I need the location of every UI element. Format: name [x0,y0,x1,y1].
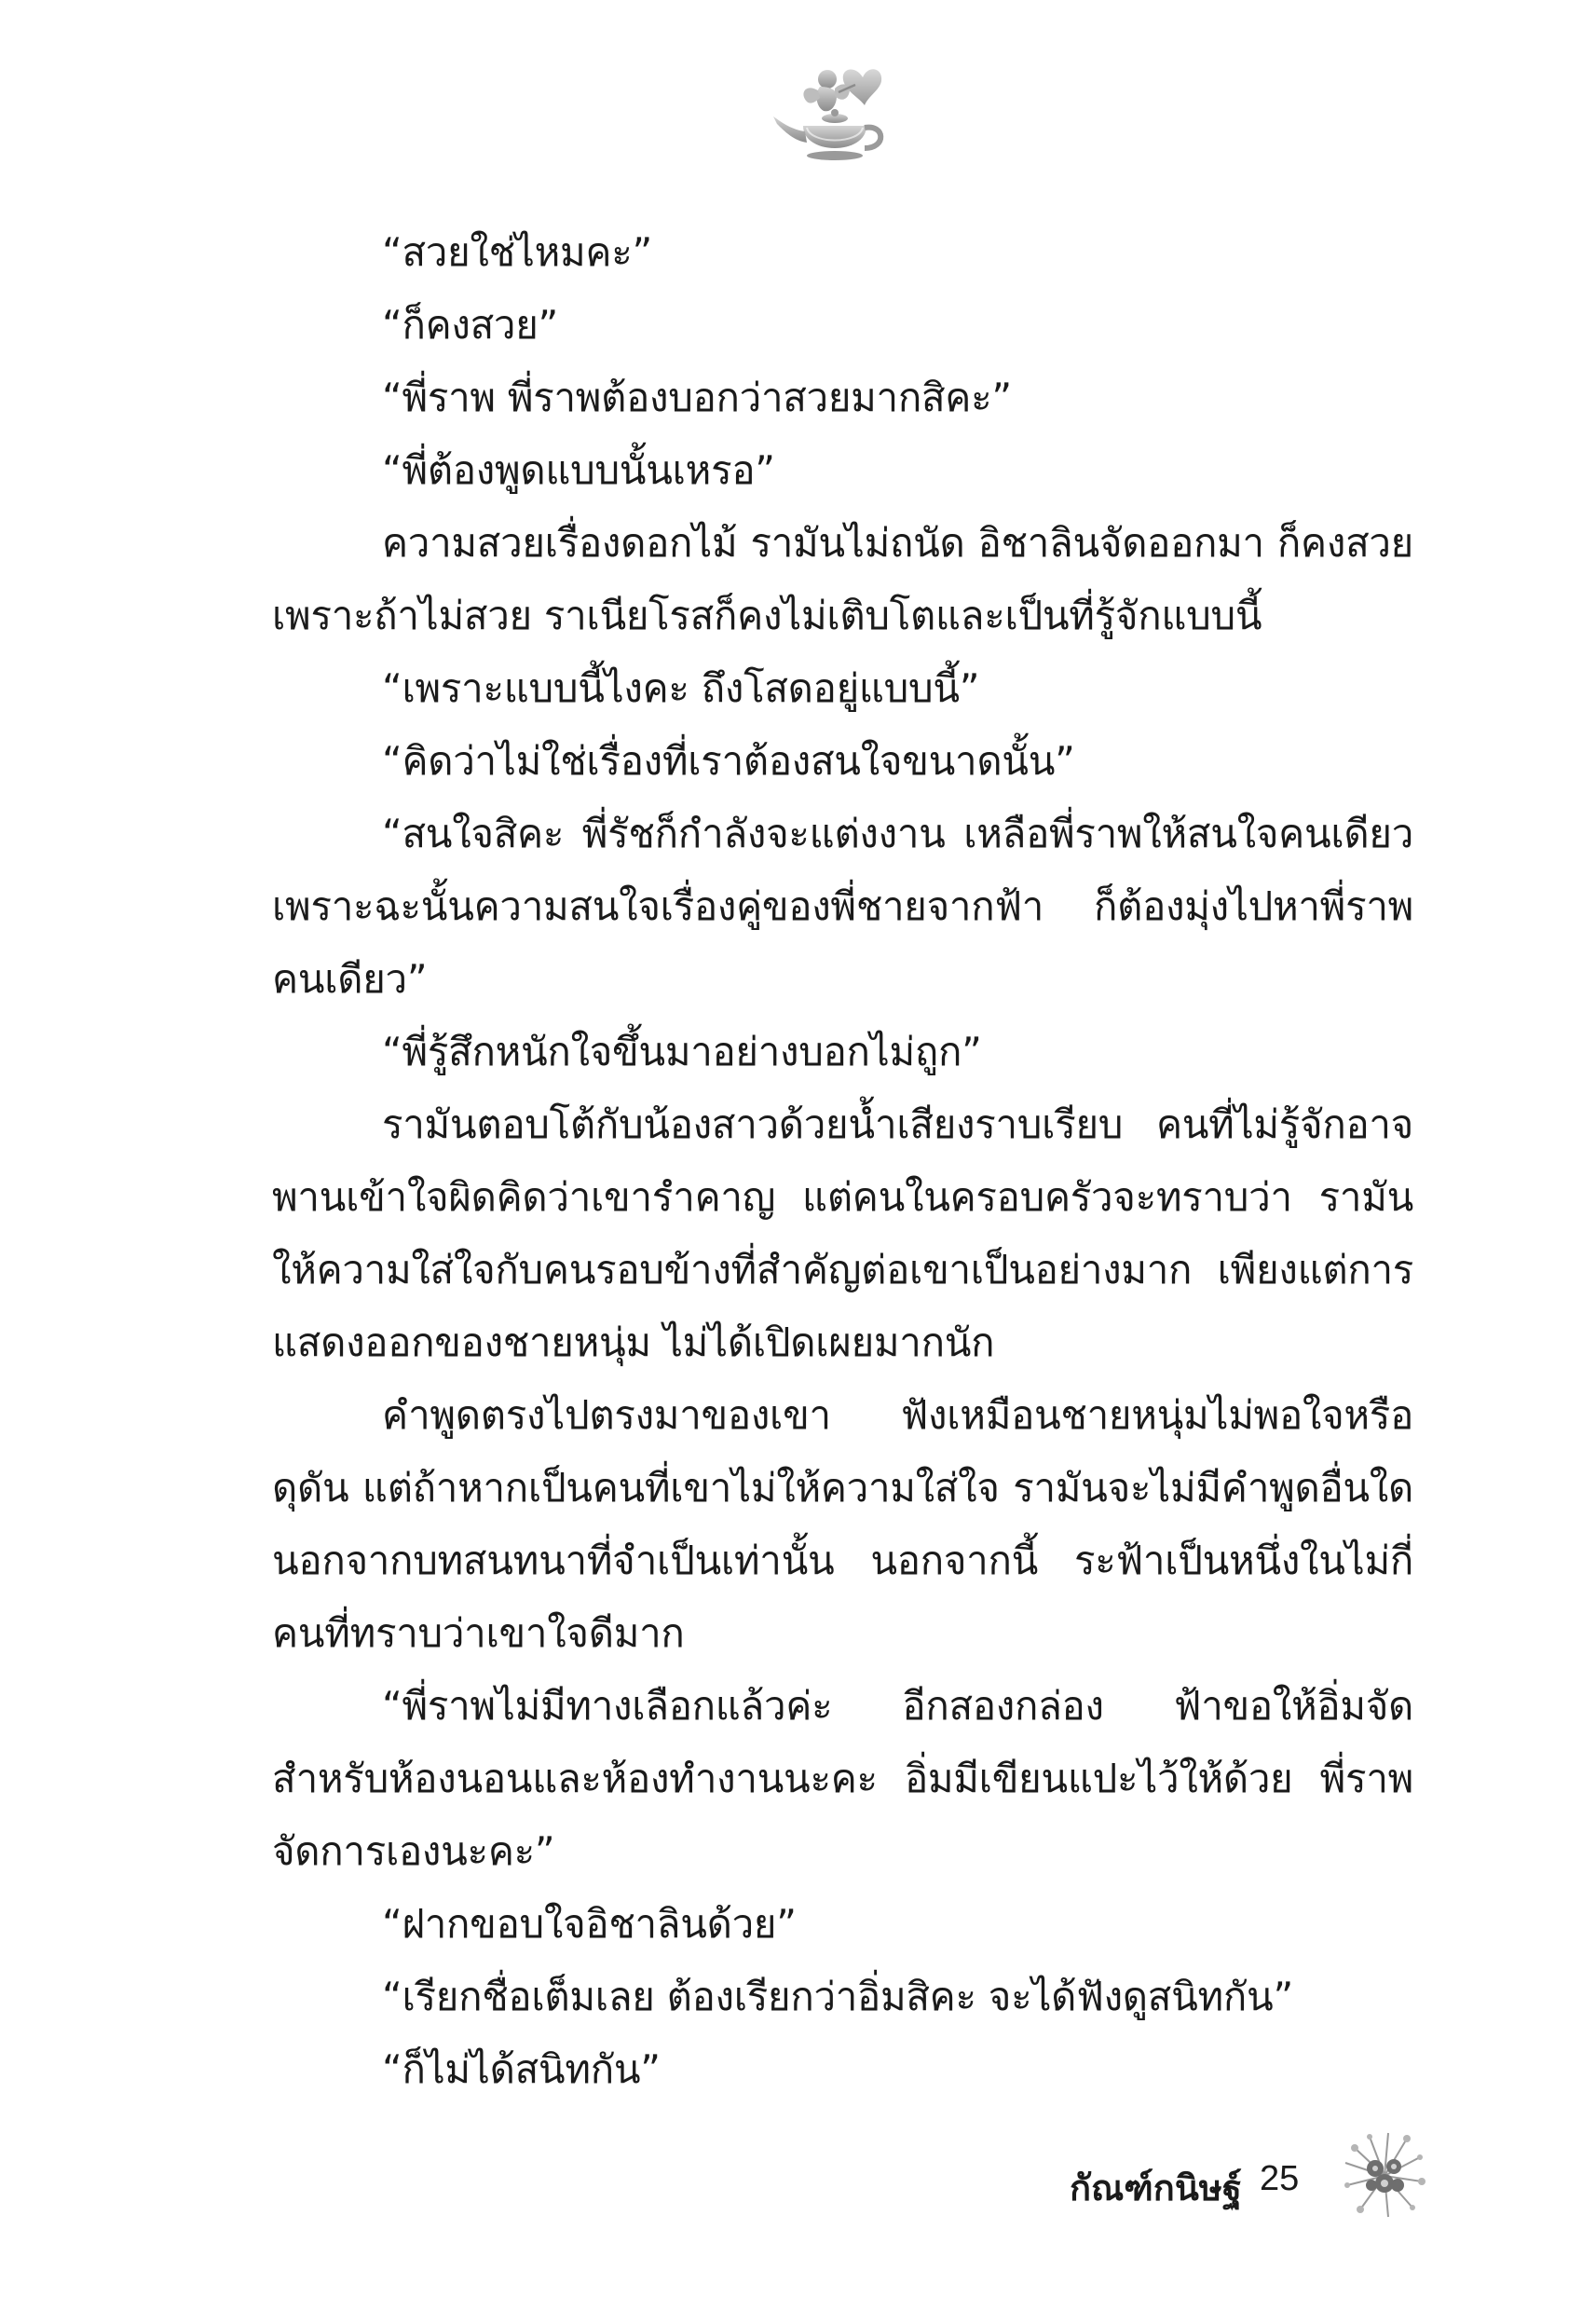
paragraph: “เพราะแบบนี้ไงคะ ถึงโสดอยู่แบบนี้” [382,665,980,711]
paragraph: “พี่ราพไม่มีทางเลือกแล้วค่ะ อีกสองกล่อง ฟ้าขอให้อิ่มจัดสำหรับห้องนอนและห้องทำงานนะคะ อิ่มมีเขียนแปะไว้ให้ด้วย พี่ราพจัดการเองนะคะ” [272,1683,1413,1874]
page-footer [1025,2129,1435,2232]
paragraph: ความสวยเรื่องดอกไม้ รามันไม่ถนัด อิชาลินจัดออกมา ก็คงสวย เพราะถ้าไม่สวย ราเนียโรสก็คงไม่เติบโตและเป็นที่รู้จักแบบนี้ [272,520,1413,638]
paragraph: “พี่รู้สึกหนักใจขึ้นมาอย่างบอกไม่ถูก” [382,1029,982,1074]
paragraph: “ก็ไม่ได้สนิทกัน” [382,2046,661,2092]
paragraph: “สวยใช่ไหมคะ” [382,229,652,275]
paragraph: “ก็คงสวย” [382,302,558,348]
paragraph: “พี่ราพ พี่ราพต้องบอกว่าสวยมากสิคะ” [382,375,1012,420]
body-text [272,216,1413,2106]
paragraph: รามันตอบโต้กับน้องสาวด้วยน้ำเสียงราบเรียบ คนที่ไม่รู้จักอาจพานเข้าใจผิดคิดว่าเขารำคาญ แต่คนในครอบครัวจะทราบว่า รามันให้ความใส่ใจกับคนรอบข้างที่สำคัญต่อเขาเป็นอย่างมาก เพียงแต่การแสดงออกของชายหนุ่ม ไม่ได้เปิดเผยมากนัก [272,1101,1413,1365]
paragraph: “สนใจสิคะ พี่รัชก็กำลังจะแต่งงาน เหลือพี่ราพให้สนใจคนเดียว เพราะฉะนั้นความสนใจเรื่องคู่ของพี่ชายจากฟ้า ก็ต้องมุ่งไปหาพี่ราพ คนเดียว” [272,811,1413,1002]
book-title: กัณฑ์กนิษฐ์ [1070,2167,1242,2208]
cherub-teapot-icon [762,51,902,177]
paragraph: “ฝากขอบใจอิชาลินด้วย” [382,1901,797,1947]
flower-bouquet-icon [1342,2129,1427,2222]
paragraph: “เรียกชื่อเต็มเลย ต้องเรียกว่าอิ่มสิคะ จะได้ฟังดูสนิทกัน” [382,1974,1293,2019]
paragraph: คำพูดตรงไปตรงมาของเขา ฟังเหมือนชายหนุ่มไม่พอใจหรือดุดัน แต่ถ้าหากเป็นคนที่เขาไม่ให้ความใส่ใจ รามันจะไม่มีคำพูดอื่นใดนอกจากบทสนทนาที่จำเป็นเท่านั้น นอกจากนี้ ระฟ้าเป็นหนึ่งในไม่กี่คนที่ทราบว่าเขาใจดีมาก [272,1392,1413,1656]
page-number: 25 [1260,2159,1300,2198]
paragraph: “คิดว่าไม่ใช่เรื่องที่เราต้องสนใจขนาดนั้น” [382,738,1075,784]
paragraph: “พี่ต้องพูดแบบนั้นเหรอ” [382,447,775,493]
